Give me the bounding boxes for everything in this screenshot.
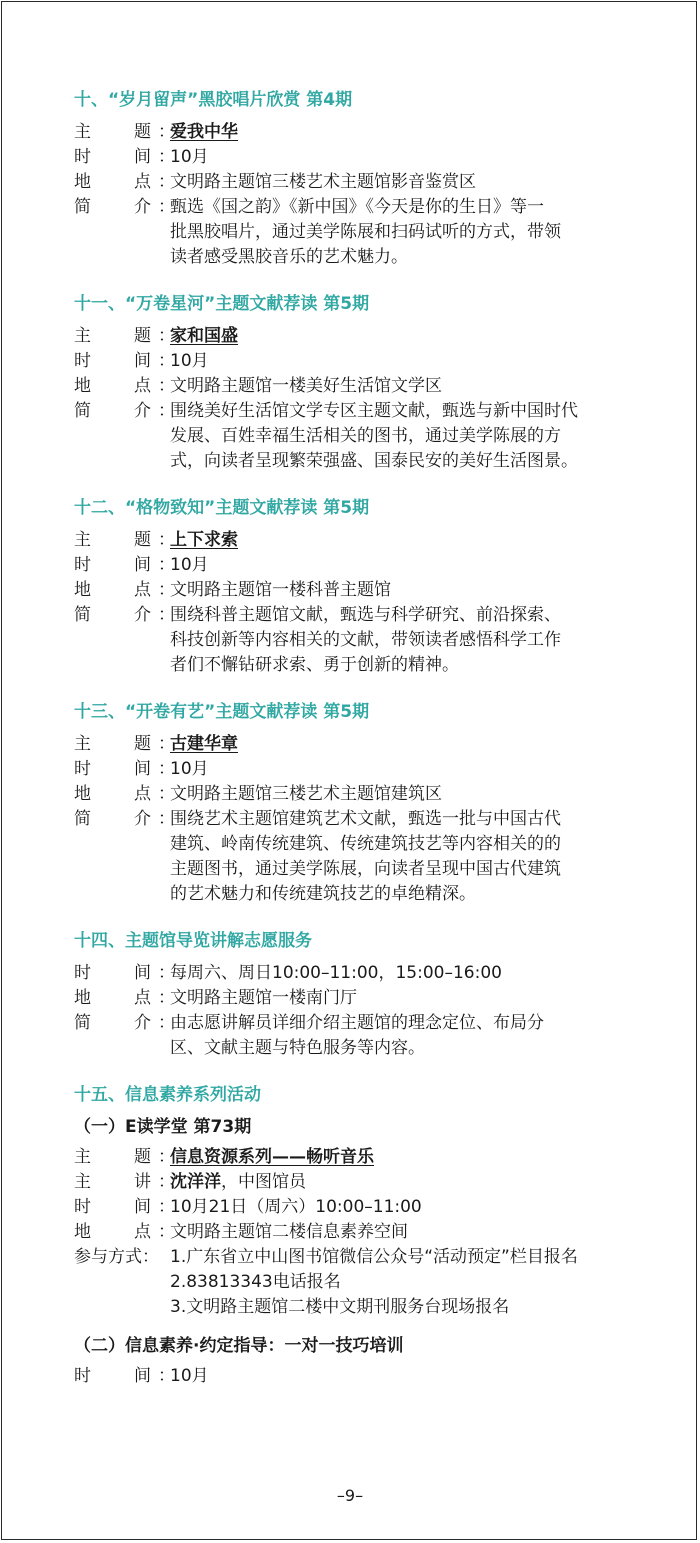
time-value: 10月 — [170, 759, 209, 779]
time-row: 时 间 ： 10月 — [74, 553, 664, 578]
time-row: 时 间 ： 10月21日（周六）10:00–11:00 — [74, 1195, 664, 1220]
time-value: 10月21日（周六）10:00–11:00 — [170, 1197, 422, 1217]
section-title: 十二、“格物致知”主题文献荐读 第5期 — [74, 498, 370, 518]
place-value: 文明路主题馆一楼美好生活馆文学区 — [170, 376, 442, 396]
intro-value: 围绕艺术主题馆建筑艺术文献，甄选一批与中国古代 建筑、岭南传统建筑、传统建筑技艺等内容相关的的 主题图书，通过美学陈展，向读者呈现中国古代建筑 的艺术魅力和传统建筑技艺的卓绝精深。 — [170, 809, 561, 904]
intro-value: 围绕美好生活馆文学专区主题文献，甄选与新中国时代 发展、百姓幸福生活相关的图书，通过美学陈展的方 式，向读者呈现繁荣强盛、国泰民安的美好生活图景。 — [170, 401, 578, 471]
place-row: 地 点 ： 文明路主题馆一楼科普主题馆 — [74, 578, 664, 603]
subsection-title: （二）信息素养·约定指导：一对一技巧培训 — [74, 1336, 404, 1356]
intro-row: 简 介 ： 甄选《国之韵》《新中国》《今天是你的生日》等一 批黑胶唱片，通过美学陈展和扫码试听的方式，带领 读者感受黑胶音乐的艺术魅力。 — [74, 195, 664, 270]
page-number: –9– — [336, 1486, 364, 1505]
section-title: 十五、信息素养系列活动 — [74, 1085, 261, 1105]
place-value: 文明路主题馆三楼艺术主题馆建筑区 — [170, 784, 442, 804]
theme-row: 主 题 ： 古建华章 — [74, 732, 664, 757]
lecturer-name: 沈洋洋 — [170, 1172, 221, 1192]
section-15 — [74, 1083, 664, 1320]
section-title: 十、“岁月留声”黑胶唱片欣赏 第4期 — [74, 90, 353, 110]
intro-value: 由志愿讲解员详细介绍主题馆的理念定位、布局分 区、文献主题与特色服务等内容。 — [170, 1013, 544, 1058]
section-14 — [74, 929, 664, 1061]
section-title: 十一、“万卷星河”主题文献荐读 第5期 — [74, 294, 370, 314]
theme-row: 主 题 ： 家和国盛 — [74, 324, 664, 349]
place-row: 地 点 ： 文明路主题馆一楼美好生活馆文学区 — [74, 374, 664, 399]
section-title: 十三、“开卷有艺”主题文献荐读 第5期 — [74, 702, 370, 722]
lecturer-value — [170, 1170, 664, 1195]
time-value: 10月 — [170, 351, 209, 371]
time-row: 时 间 ： 10月 — [74, 349, 664, 374]
theme-row: 主 题 ： 信息资源系列——畅听音乐 — [74, 1145, 664, 1170]
lecturer-row: 主 讲 ： 沈洋洋，中图馆员 — [74, 1170, 664, 1195]
theme-row: 主 题 ： 爱我中华 — [74, 120, 664, 145]
lecturer-role: ，中图馆员 — [221, 1172, 306, 1192]
intro-row: 简 介 ： 围绕科普主题馆文献，甄选与科学研究、前沿探索、 科技创新等内容相关的文献，带领读者感悟科学工作 者们不懈钻研求索、勇于创新的精神。 — [74, 603, 664, 678]
place-row: 地 点 ： 文明路主题馆三楼艺术主题馆建筑区 — [74, 782, 664, 807]
time-value: 10月 — [170, 147, 209, 167]
intro-row: 简 介 ： 围绕艺术主题馆建筑艺术文献，甄选一批与中国古代 建筑、岭南传统建筑、传统建筑技艺等内容相关的的 主题图书，通过美学陈展，向读者呈现中国古代建筑 的艺术魅力和传统建筑技艺的卓绝精深。 — [74, 807, 664, 907]
time-row: 时 间 ： 10月 — [74, 757, 664, 782]
subsection-title: （一）E读学堂 第73期 — [74, 1117, 252, 1137]
place-row: 地 点 ： 文明路主题馆二楼信息素养空间 — [74, 1220, 664, 1245]
place-value: 文明路主题馆一楼科普主题馆 — [170, 580, 391, 600]
intro-row: 简 介 ： 围绕美好生活馆文学专区主题文献，甄选与新中国时代 发展、百姓幸福生活相关的图书，通过美学陈展的方 式，向读者呈现繁荣强盛、国泰民安的美好生活图景。 — [74, 399, 664, 474]
place-row: 地 点 ： 文明路主题馆三楼艺术主题馆影音鉴赏区 — [74, 170, 664, 195]
intro-value: 围绕科普主题馆文献，甄选与科学研究、前沿探索、 科技创新等内容相关的文献，带领读者感悟科学工作 者们不懈钻研求索、勇于创新的精神。 — [170, 605, 561, 675]
place-row: 地 点 ： 文明路主题馆一楼南门厅 — [74, 986, 664, 1011]
section-13 — [74, 700, 664, 907]
section-11 — [74, 292, 664, 474]
section-10 — [74, 88, 664, 270]
theme-value: 爱我中华 — [170, 122, 238, 142]
time-value: 10月 — [170, 1366, 209, 1386]
section-15-sub2 — [74, 1334, 664, 1389]
time-row: 时 间 ： 每周六、周日10:00–11:00，15:00–16:00 — [74, 961, 664, 986]
participate-value: 1.广东省立中山图书馆微信公众号“活动预定”栏目报名 2.83813343电话报名 3.文明路主题馆二楼中文期刊服务台现场报名 — [170, 1247, 578, 1317]
intro-row: 简 介 ： 由志愿讲解员详细介绍主题馆的理念定位、布局分 区、文献主题与特色服务等内容。 — [74, 1011, 664, 1061]
time-value: 每周六、周日10:00–11:00，15:00–16:00 — [170, 963, 502, 983]
time-row: 时 间 ： 10月 — [74, 1364, 664, 1389]
theme-value: 上下求索 — [170, 530, 238, 550]
intro-value: 甄选《国之韵》《新中国》《今天是你的生日》等一 批黑胶唱片，通过美学陈展和扫码试听的方式，带领 读者感受黑胶音乐的艺术魅力。 — [170, 197, 561, 267]
time-row: 时 间 ： 10月 — [74, 145, 664, 170]
theme-value: 古建华章 — [170, 734, 238, 754]
section-12 — [74, 496, 664, 678]
time-value: 10月 — [170, 555, 209, 575]
place-value: 文明路主题馆二楼信息素养空间 — [170, 1222, 408, 1242]
page-content — [74, 88, 664, 1411]
section-title: 十四、主题馆导览讲解志愿服务 — [74, 931, 312, 951]
theme-value: 家和国盛 — [170, 326, 238, 346]
theme-value: 信息资源系列——畅听音乐 — [170, 1147, 374, 1167]
theme-row: 主 题 ： 上下求索 — [74, 528, 664, 553]
place-value: 文明路主题馆三楼艺术主题馆影音鉴赏区 — [170, 172, 476, 192]
participate-row: 参与方式： 1.广东省立中山图书馆微信公众号“活动预定”栏目报名 2.83813343电话报名 3.文明路主题馆二楼中文期刊服务台现场报名 — [74, 1245, 664, 1320]
place-value: 文明路主题馆一楼南门厅 — [170, 988, 357, 1008]
